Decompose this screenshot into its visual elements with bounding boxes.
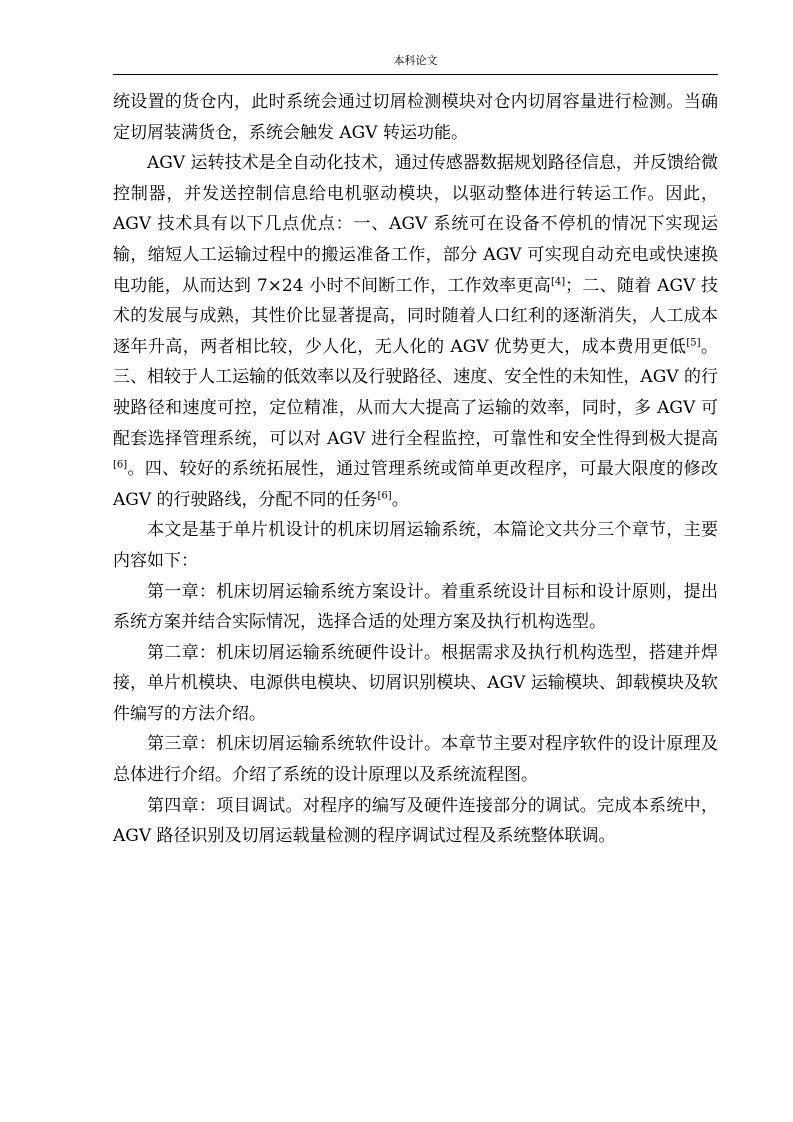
- paragraph-chapter-2: 第二章：机床切屑运输系统硬件设计。根据需求及执行机构选型，搭建并焊接，单片机模块、电源供电模块、切屑识别模块、AGV 运输模块、卸载模块及软件编写的方法介绍。: [113, 642, 718, 724]
- paragraph-chapter-3: 第三章：机床切屑运输系统软件设计。本章节主要对程序软件的设计原理及总体进行介绍。介绍了系统的设计原理以及系统流程图。: [113, 734, 718, 786]
- paragraph-chapter-1: 第一章：机床切屑运输系统方案设计。着重系统设计目标和设计原则，提出系统方案并结合实际情况，选择合适的处理方案及执行机构选型。: [113, 581, 718, 633]
- agv-text-segment-3: 。三、相较于人工运输的低效率以及行驶路径、速度、安全性的未知性，AGV 的行驶路径和速度可控，定位精准，从而大大提高了运输的效率，同时，多 AGV 可配套选择管理系统，可以对 AGV 进行全程监控，可靠性和安全性得到极大提高: [113, 336, 718, 449]
- paragraph-continuation: 统设置的货仓内，此时系统会通过切屑检测模块对仓内切屑容量进行检测。当确定切屑装满货仓，系统会触发 AGV 转运功能。: [113, 92, 718, 143]
- agv-text-segment-5: 。: [391, 489, 409, 510]
- citation-ref: [5]: [686, 337, 701, 349]
- agv-text-segment-1: AGV 运转技术是全自动化技术，通过传感器数据规划路径信息，并反馈给微控制器，并发送控制信息给电机驱动模块，以驱动整体进行转运工作。因此，AGV 技术具有以下几点优点：一、AGV 系统可在设备不停机的情况下实现运输，缩短人工运输过程中的搬运准备工作，部分 AGV 可实现自动充电或快速换电功能，从而达到 7×24 小时不间断工作，工作效率更高: [113, 153, 718, 296]
- page-header: [113, 52, 718, 75]
- citation-ref: [6]: [377, 490, 392, 502]
- agv-text-segment-4: 。四、较好的系统拓展性，通过管理系统或简单更改程序，可最大限度的修改 AGV 的行驶路线，分配不同的任务: [113, 459, 718, 510]
- paragraph-overview: 本文是基于单片机设计的机床切屑运输系统，本篇论文共分三个章节，主要内容如下：: [113, 520, 718, 571]
- citation-ref: [6]: [113, 459, 128, 471]
- citation-ref: [4]: [550, 275, 566, 287]
- paragraph-chapter-4: 第四章：项目调试。对程序的编写及硬件连接部分的调试。完成本系统中，AGV 路径识别及切屑运载量检测的程序调试过程及系统整体联调。: [113, 795, 718, 847]
- paragraph-agv-advantages: [113, 148, 718, 515]
- header-title: 本科论文: [393, 54, 438, 67]
- body-text: [113, 87, 718, 852]
- agv-text-segment-2: ；二、随着 AGV 技术的发展与成熟，其性价比显著提高，同时随着人口红利的逐渐消失，人工成本逐年升高，两者相比较，少人化，无人化的 AGV 优势更大，成本费用更低: [113, 275, 718, 357]
